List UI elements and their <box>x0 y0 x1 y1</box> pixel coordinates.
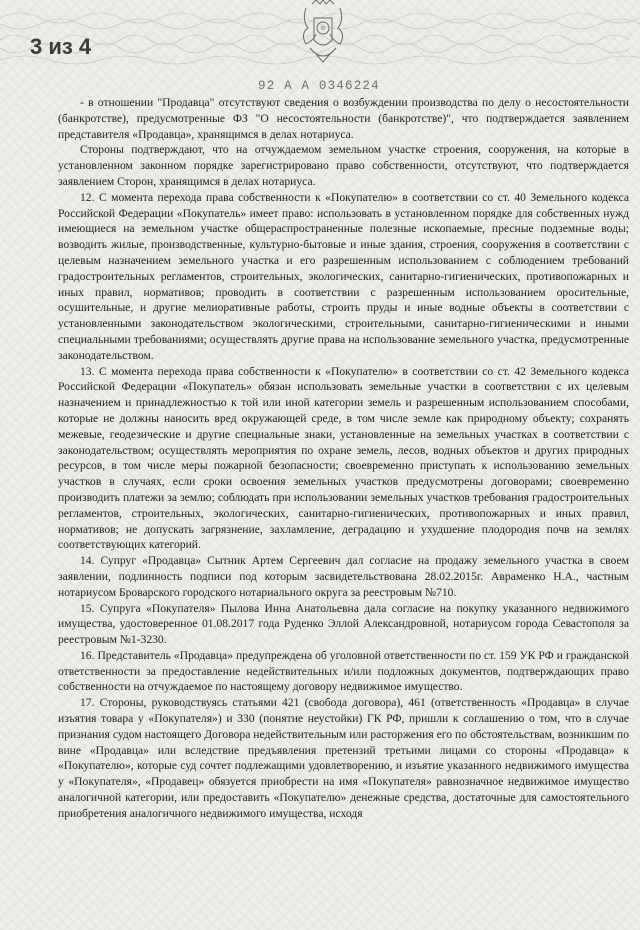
paragraph-12: 12. С момента перехода права собственности к «Покупателю» в соответствии со ст. 40 Земельного кодекса Российской Федерации «Покупатель» имеет право: использовать в установленном порядке для собственных нужд имеющиеся на земельном участке общераспространенные полезные ископаемые, пресные подземные воды; возводить жилые, производственные, культурно-бытовые и иные здания, строения, сооружения в соответствии с целевым назначением земельного участка и его разрешенным использованием с соблюдением требований градостроительных регламентов, строительных, экологических, санитарно-гигиенических, противопожарных и иных правил, нормативов; проводить в соответствии с разрешенным использованием оросительные, осушительные, и другие мелиоративные работы, строить пруды и иные водные объекты в соответствии с установленными законодательством экологическими, строительными, санитарно-гигиеническими и иными специальными требованиями; осуществлять другие права на использование земельного участка, предусмотренные законодательством. <box>58 190 629 362</box>
paragraph-17: 17. Стороны, руководствуясь статьями 421 (свобода договора), 461 (ответственность «Продавца» в случае изъятия товара у «Покупателя») и 330 (понятие неустойки) ГК РФ, пришли к соглашению о том, что в случае признания судом настоящего Договора недействительным или расторжения его по обстоятельствам, возникшим по вине «Продавца» или вследствие предъявления претензий третьими лицами со стороны «Продавца» к «Покупателю», которые суд сочтет подлежащими удовлетворению, и изъятие указанного недвижимого имущества у «Покупателя», «Продавец» обязуется приобрести на имя «Покупателя» равнозначное недвижимое имущество аналогичной категории, или предоставить «Покупателю» денежные средства, достаточные для самостоятельного приобретения аналогичного недвижимого имущества, исходя <box>58 696 629 820</box>
paragraph-13: 13. С момента перехода права собственности к «Покупателю» в соответствии со ст. 42 Земельного кодекса Российской Федерации «Покупатель» обязан использовать земельные участки в соответствии с их целевым назначением и принадлежностью к той или иной категории земель и разрешенным использованием способами, которые не должны наносить вред окружающей среде, в том числе земле как природному объекту; сохранять межевые, геодезические и другие специальные знаки, установленные на земельных участках в соответствии с законодательством; осуществлять мероприятия по охране земель, лесов, водных объектов и других природных ресурсов, в том числе меры пожарной безопасности; своевременно приступать к использованию земельных участков в случаях, если сроки освоения земельных участков предусмотрены договорами; своевременно производить платежи за землю; соблюдать при использовании земельных участков требования градостроительных регламентов, строительных, экологических, санитарно-гигиенических, противопожарных и иных правил, нормативов; не допускать загрязнение, захламление, деградацию и ухудшение плодородия почв на землях соответствующих категорий. <box>58 364 629 552</box>
paragraph-16: 16. Представитель «Продавца» предупреждена об уголовной ответственности по ст. 159 УК РФ и гражданской ответственности за предоставление недействительных и/или подложных документов, подтверждающих право собственности на отчуждаемое по настоящему договору недвижимое имущество. <box>58 648 629 694</box>
document-body <box>58 95 629 822</box>
paragraph-15: 15. Супруга «Покупателя» Пылова Инна Анатольевна дала согласие на покупку указанного недвижимого имущества, удостоверенное 01.08.2017 года Руденко Эллой Александровной, нотариусом города Севастополя за реестровым №1-3230. <box>58 601 629 647</box>
blank-serial-number: 92 А А 0346224 <box>258 79 380 93</box>
paragraph-buildings: Стороны подтверждают, что на отчуждаемом земельном участке строения, сооружения, на которые в установленном законном порядке зарегистрировано право собственности, отсутствуют, что подтверждается заявлением Сторон, хранящимся в делах нотариуса. <box>58 143 629 188</box>
paragraph-14: 14. Супруг «Продавца» Сытник Артем Сергеевич дал согласие на продажу земельного участка в своем заявлении, подлинность подписи под которым засвидетельствована 28.02.2015г. Авраменко Н.А., частным нотариусом Броварского городского нотариального округа за реестровым №710. <box>58 554 629 599</box>
coat-of-arms-icon <box>296 0 350 66</box>
page-number: 3 из 4 <box>30 34 92 59</box>
paragraph-bankruptcy: - в отношении "Продавца" отсутствуют сведения о возбуждении производства по делу о несостоятельности (банкротстве), предусмотренные ФЗ "О несостоятельности (банкротстве)", что подтверждается заявлением представителя «Продавца», хранящимся в делах нотариуса. <box>58 96 629 141</box>
